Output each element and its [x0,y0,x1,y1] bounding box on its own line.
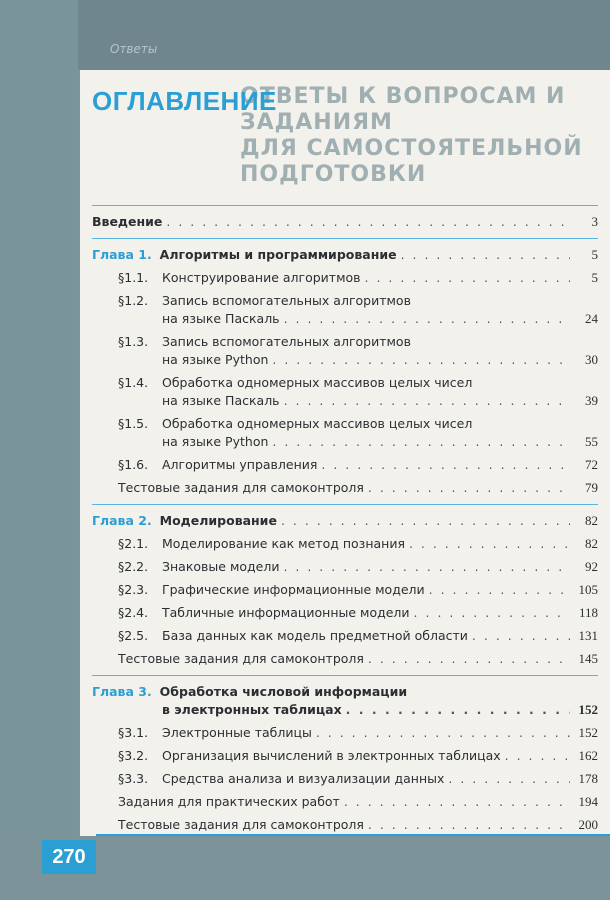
table-of-contents [92,198,598,834]
toc-section[interactable]: §2.2. Знаковые модели . . . 92 [92,558,598,576]
chapter-title: Алгоритмы и программирование [159,247,397,262]
chapter-label: Глава 1. [92,247,152,262]
entry-title: Введение [92,214,163,229]
toc-section[interactable]: §1.3. Запись вспомогательных алгоритмов на языке Python . . . 30 [92,333,598,369]
footer-rule [96,834,610,836]
toc-practical-entry[interactable]: Задания для практических работ . . . 194 [92,793,598,811]
toc-chapter-3[interactable] [92,683,598,719]
chapter-title-continued: в электронных таблицах [162,702,342,717]
photo-background-top [0,0,610,70]
toc-section[interactable]: §2.4. Табличные информационные модели . . . 118 [92,604,598,622]
page-number: 270 [42,840,96,874]
toc-section[interactable]: §1.1. Конструирование алгоритмов . . . 5 [92,269,598,287]
page-title: ОГЛАВЛЕНИЕ [92,86,277,116]
chapter-label: Глава 2. [92,513,152,528]
divider [92,238,598,239]
chapter-title: Обработка числовой информации [159,684,408,699]
photo-background-left [0,0,78,900]
chapter-label: Глава 3. [92,684,152,699]
chapter-title: Моделирование [159,513,277,528]
page-ref: 82 [585,513,598,528]
toc-section[interactable]: §3.1. Электронные таблицы . . . 152 [92,724,598,742]
toc-section[interactable]: §1.5. Обработка одномерных массивов целых чисел на языке Python . . . 55 [92,415,598,451]
toc-section[interactable]: §3.3. Средства анализа и визуализации данных . . . 178 [92,770,598,788]
toc-entry-intro[interactable] [92,213,598,231]
page-ref: 3 [591,214,598,229]
page-ref: 152 [578,702,598,717]
divider [92,675,598,676]
toc-section[interactable]: §1.4. Обработка одномерных массивов целых чисел на языке Паскаль . . . 39 [92,374,598,410]
toc-section[interactable]: §2.1. Моделирование как метод познания . . . 82 [92,535,598,553]
page-ref: 5 [591,247,598,262]
toc-chapter-1[interactable] [92,246,598,264]
divider [92,205,598,206]
toc-chapter-2[interactable] [92,512,598,530]
toc-section[interactable]: §3.2. Организация вычислений в электронных таблицах . . . 162 [92,747,598,765]
toc-test-entry[interactable]: Тестовые задания для самоконтроля . . . 200 [92,816,598,834]
toc-section[interactable]: §2.3. Графические информационные модели . . . 105 [92,581,598,599]
divider [92,504,598,505]
toc-test-entry[interactable]: Тестовые задания для самоконтроля . . . 145 [92,650,598,668]
toc-section[interactable]: §2.5. База данных как модель предметной области . . . 131 [92,627,598,645]
show-through-heading: ОТВЕТЫ К ВОПРОСАМ И ЗАДАНИЯМ ДЛЯ САМОСТОЯТЕЛЬНОЙ ПОДГОТОВКИ [240,84,583,187]
toc-section[interactable]: §1.2. Запись вспомогательных алгоритмов на языке Паскаль . . . 24 [92,292,598,328]
toc-test-entry[interactable]: Тестовые задания для самоконтроля . . . 79 [92,479,598,497]
running-head: Ответы [110,42,158,56]
toc-section[interactable]: §1.6. Алгоритмы управления . . . 72 [92,456,598,474]
